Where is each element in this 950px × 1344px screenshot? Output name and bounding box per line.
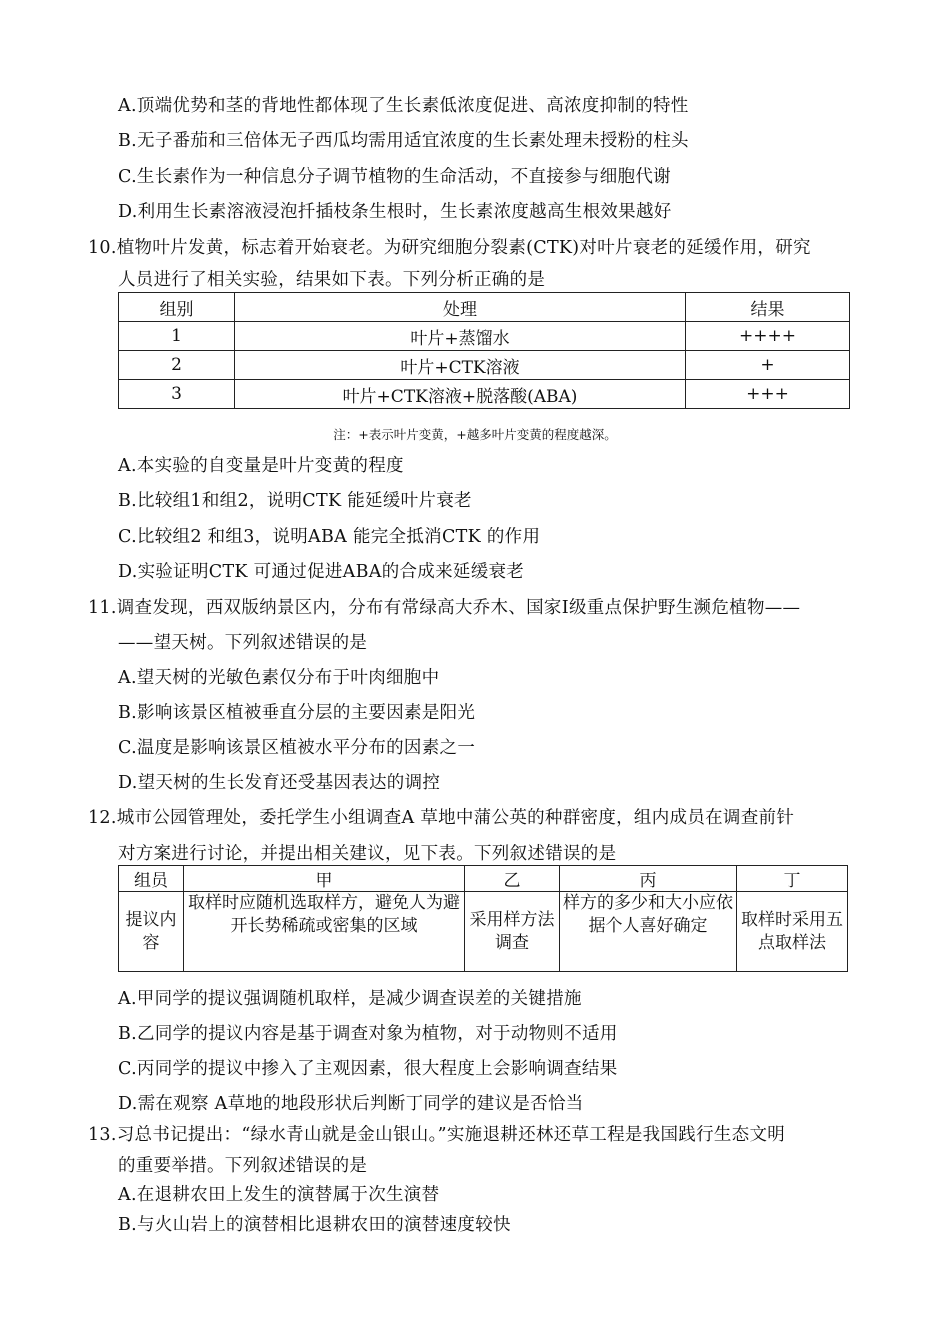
table-cell: 1 xyxy=(119,322,235,351)
q11-option-c: C.温度是影响该景区植被水平分布的因素之一 xyxy=(118,738,476,758)
table-cell: 样方的多少和大小应依据个人喜好确定 xyxy=(560,892,737,972)
q10-table xyxy=(118,292,850,409)
q11-option-d: D.望天树的生长发育还受基因表达的调控 xyxy=(118,773,441,793)
q12-header-ding: 丁 xyxy=(737,866,848,892)
q10-table-note: 注：+表示叶片变黄，+越多叶片变黄的程度越深。 xyxy=(333,427,617,442)
table-cell: 叶片+蒸馏水 xyxy=(235,322,686,351)
q13-stem-line1: 13.习总书记提出：“绿水青山就是金山银山。”实施退耕还林还草工程是我国践行生态文明 xyxy=(88,1125,786,1145)
table-cell: + xyxy=(686,351,850,380)
q10-stem-line1: 10.植物叶片发黄，标志着开始衰老。为研究细胞分裂素(CTK)对叶片衰老的延缓作用，研究 xyxy=(88,238,811,258)
q11-option-b: B.影响该景区植被垂直分层的主要因素是阳光 xyxy=(118,703,476,723)
q9-option-d: D.利用生长素溶液浸泡扦插枝条生根时，生长素浓度越高生根效果越好 xyxy=(118,202,672,222)
q10-option-d: D.实验证明CTK 可通过促进ABA的合成来延缓衰老 xyxy=(118,562,525,582)
table-cell: 2 xyxy=(119,351,235,380)
q12-header-member: 组员 xyxy=(119,866,184,892)
q13-option-a: A.在退耕农田上发生的演替属于次生演替 xyxy=(118,1185,440,1205)
q12-option-a: A.甲同学的提议强调随机取样，是减少调查误差的关键措施 xyxy=(118,989,582,1009)
table-cell: 采用样方法调查 xyxy=(465,892,560,972)
q12-table xyxy=(118,865,848,972)
q11-stem-line2: ——望天树。下列叙述错误的是 xyxy=(118,633,368,653)
q9-option-c: C.生长素作为一种信息分子调节植物的生命活动，不直接参与细胞代谢 xyxy=(118,167,671,187)
table-cell: 取样时应随机选取样方，避免人为避开长势稀疏或密集的区域 xyxy=(184,892,465,972)
q10-header-result: 结果 xyxy=(686,293,850,322)
q12-stem-line2: 对方案进行讨论，并提出相关建议，见下表。下列叙述错误的是 xyxy=(118,844,617,864)
q12-header-bing: 丙 xyxy=(560,866,737,892)
q13-option-b: B.与火山岩上的演替相比退耕农田的演替速度较快 xyxy=(118,1215,511,1235)
q9-option-b: B.无子番茄和三倍体无子西瓜均需用适宜浓度的生长素处理未授粉的柱头 xyxy=(118,131,689,151)
q12-option-b: B.乙同学的提议内容是基于调查对象为植物，对于动物则不适用 xyxy=(118,1024,618,1044)
q10-option-a: A.本实验的自变量是叶片变黄的程度 xyxy=(118,456,404,476)
q10-stem-line2: 人员进行了相关实验，结果如下表。下列分析正确的是 xyxy=(118,270,546,290)
q12-header-jia: 甲 xyxy=(184,866,465,892)
table-row xyxy=(119,380,850,409)
q11-option-a: A.望天树的光敏色素仅分布于叶肉细胞中 xyxy=(118,668,440,688)
table-row xyxy=(119,892,848,972)
table-row xyxy=(119,322,850,351)
q10-option-b: B.比较组1和组2，说明CTK 能延缓叶片衰老 xyxy=(118,491,472,511)
table-cell: 叶片+CTK溶液 xyxy=(235,351,686,380)
q10-header-group: 组别 xyxy=(119,293,235,322)
table-cell: ++++ xyxy=(686,322,850,351)
table-cell: +++ xyxy=(686,380,850,409)
table-cell: 3 xyxy=(119,380,235,409)
q10-header-treatment: 处理 xyxy=(235,293,686,322)
q11-stem-line1: 11.调查发现，西双版纳景区内，分布有常绿高大乔木、国家Ⅰ级重点保护野生濒危植物—— xyxy=(88,598,801,618)
table-cell: 叶片+CTK溶液+脱落酸(ABA) xyxy=(235,380,686,409)
q12-row-label: 提议内容 xyxy=(119,892,184,972)
q13-stem-line2: 的重要举措。下列叙述错误的是 xyxy=(118,1156,368,1176)
q12-option-d: D.需在观察 A草地的地段形状后判断丁同学的建议是否恰当 xyxy=(118,1094,584,1114)
q12-option-c: C.丙同学的提议中掺入了主观因素，很大程度上会影响调查结果 xyxy=(118,1059,618,1079)
table-row xyxy=(119,351,850,380)
q9-option-a: A.顶端优势和茎的背地性都体现了生长素低浓度促进、高浓度抑制的特性 xyxy=(118,96,689,116)
q10-option-c: C.比较组2 和组3，说明ABA 能完全抵消CTK 的作用 xyxy=(118,527,541,547)
table-cell: 取样时采用五点取样法 xyxy=(737,892,848,972)
q12-stem-line1: 12.城市公园管理处，委托学生小组调查A 草地中蒲公英的种群密度，组内成员在调查前针 xyxy=(88,808,795,828)
q12-header-yi: 乙 xyxy=(465,866,560,892)
